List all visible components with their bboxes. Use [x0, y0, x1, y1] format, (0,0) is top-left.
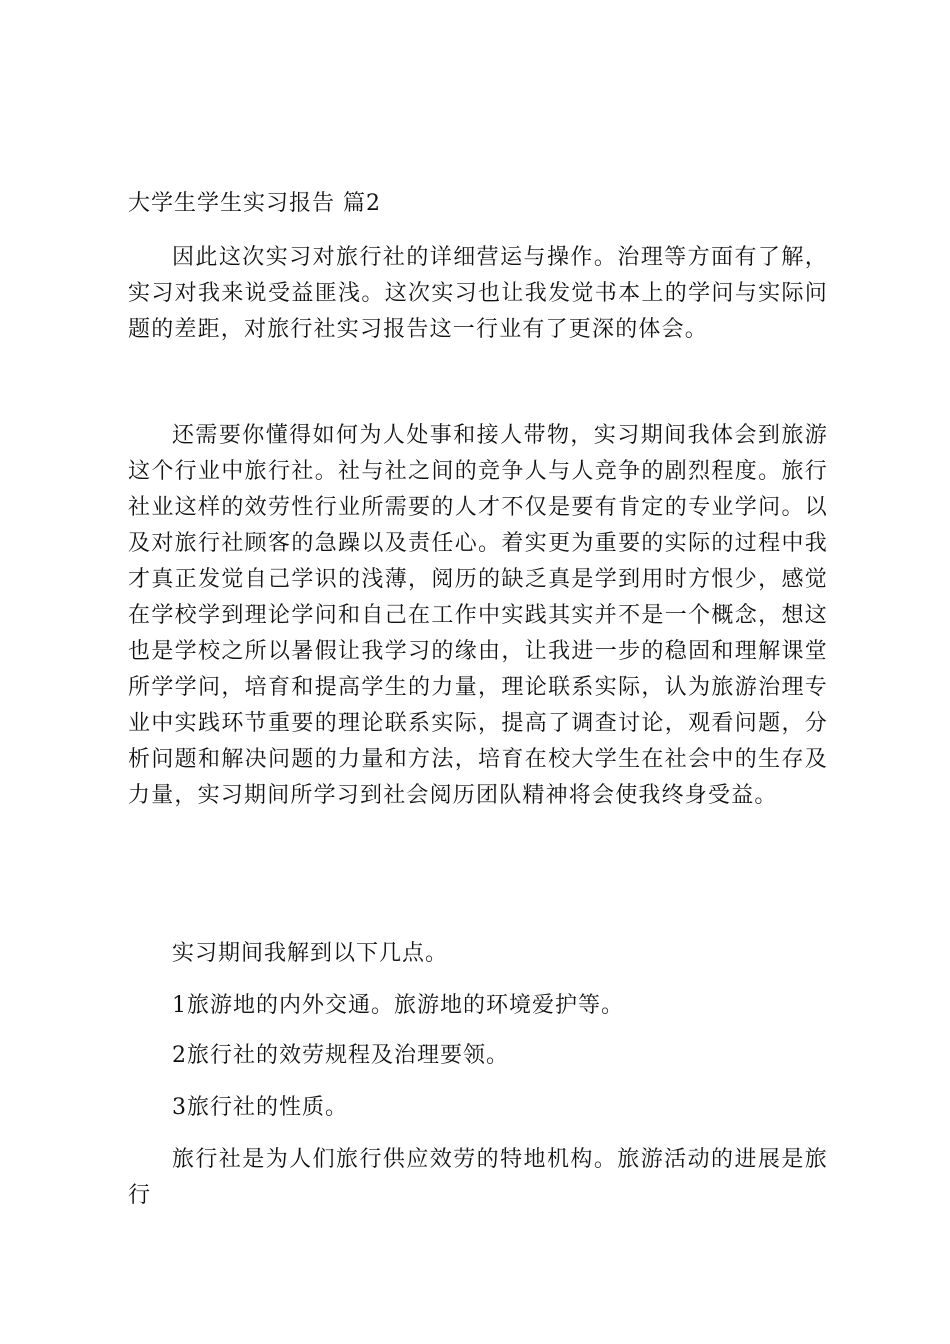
paragraph-2: 还需要你懂得如何为人处事和接人带物，实习期间我体会到旅游这个行业中旅行社。社与社之间的竞争人与人竞争的剧烈程度。旅行社业这样的效劳性行业所需要的人才不仅是要有肯定的专业学问。以及对旅行社顾客的急躁以及责任心。着实更为重要的实际的过程中我才真正发觉自己学识的浅薄，阅历的缺乏真是学到用时方恨少，感觉在学校学到理论学问和自己在工作中实践其实并不是一个概念，想这也是学校之所以暑假让我学习的缘由，让我进一步的稳固和理解课堂所学学问，培育和提高学生的力量，理论联系实际，认为旅游治理专业中实践环节重要的理论联系实际，提高了调查讨论，观看问题，分析问题和解决问题的力量和方法，培育在校大学生在社会中的生存及力量，实习期间所学习到社会阅历团队精神将会使我终身受益。	[128, 423, 828, 808]
paragraph-3: 旅行社是为人们旅行供应效劳的特地机构。旅游活动的进展是旅行	[128, 1147, 828, 1208]
document-title: 大学生学生实习报告 篇2	[128, 191, 381, 216]
list-item: 2旅行社的效劳规程及治理要领。	[172, 1043, 509, 1068]
paragraph-1: 因此这次实习对旅行社的详细营运与操作。治理等方面有了解，实习对我来说受益匪浅。这次实习也让我发觉书本上的学问与实际问题的差距，对旅行社实习报告这一行业有了更深的体会。	[128, 245, 828, 342]
list-item: 1旅游地的内外交通。旅游地的环境爱护等。	[172, 993, 624, 1018]
list-item: 3旅行社的性质。	[172, 1095, 348, 1120]
list-intro: 实习期间我解到以下几点。	[172, 941, 449, 966]
